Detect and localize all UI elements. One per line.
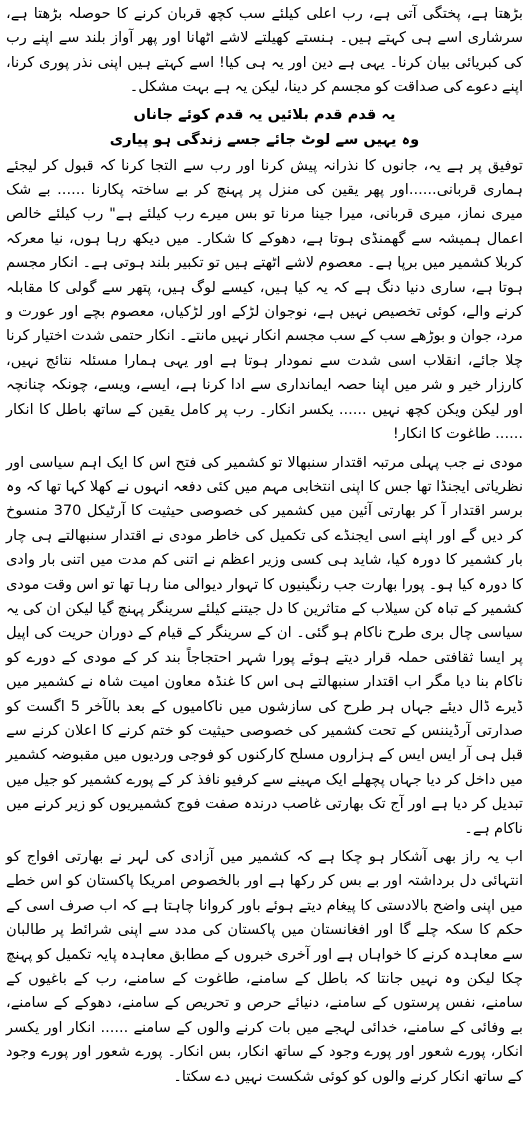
verse-line-2: وہ یہیں سے لوٹ جائے جسے زندگی ہو پیاری	[109, 130, 420, 148]
paragraph-2: مودی نے جب پہلی مرتبہ اقتدار سنبھالا تو کشمیر کی فتح اس کا ایک اہم سیاسی اور نظریاتی ایجنڈا تھا جس کا اپنی انتخابی مہم میں کئی دفعہ انہوں نے کھلا کہا تھا کہ وہ برسر اقتدار آ کر بھارتی آئین میں کشمیر کی خصوصی حیثیت کا آرٹیکل 370 منسوخ کر دیں گے اور اپنے اسی ایجنڈے کی تکمیل کی خاطر مودی نے اقتدار سنبھالتے ہی چار بار کشمیر کا دورہ کیا، شاید ہی کسی وزیر اعظم نے اتنی کم مدت میں اتنی بار وادی کا دورہ کیا ہو۔ پورا بھارت جب رنگینیوں کا تہوار دیوالی منا رہا تھا تو اس وقت مودی کشمیر کے تباہ کن سیلاب کے متاثرین کا دل جیتنے کیلئے سرینگر پہنچ گیا لیکن ان کی یہ سیاسی چال بری طرح ناکام ہو گئی۔ ان کے سرینگر کے قیام کے دوران حریت کی اپیل پر ایسا ثقافتی حملہ قرار دیتے ہوئے پورا شہر احتجاجاً بند کر کے مودی کے دورے کو ناکام بنا دیا مگر اب اقتدار سنبھالتے ہی اس کا غنڈہ معاون امیت شاہ نے کشمیر میں ڈیرے ڈال دیئے جہاں ہر طرح کی سازشوں میں ناکامیوں کے بعد بالآخر 5 اگست کو صدارتی آرڈیننس کے تحت کشمیر کی خصوصی حیثیت کو ختم کرنے کا اعلان کرنے سے قبل ہی آر ایس ایس کے ہزاروں مسلح کارکنوں کو فوجی وردیوں میں مقبوضہ کشمیر میں داخل کر دیا جہاں پچھلے ایک مہینے سے کرفیو نافذ کر کے پورے کشمیر کو جیل میں تبدیل کر دیا ہے اور آج تک بھارتی غاصب درندہ صفت فوج کشمیریوں کو زیر کرنے میں ناکام ہے۔	[6, 453, 523, 837]
verse-line-1: یہ قدم قدم بلائیں یہ قدم کوئے جاناں	[133, 105, 396, 123]
paragraph-3: اب یہ راز بھی آشکار ہو چکا ہے کہ کشمیر میں آزادی کی لہر نے بھارتی افواج کو انتہائی دل برداشتہ اور بے بس کر رکھا ہے اور بالخصوص امریکا پاکستان کو اس خطے میں اپنی واضح بالادستی کا پیغام دیتے ہوئے باور کروانا چاہتا ہے کہ اب صرف اسی کے حکم کا سکہ چلے گا اور افغانستان میں پاکستان کی مدد سے اپنی شرائط پر طالبان سے معاہدہ کرنے کا خواہاں ہے اور آخری خبروں کے مطابق معاہدہ پایہ تکمیل کو پہنچ چکا لیکن وہ نہیں جانتا کہ باطل کے سامنے، طاغوت کے سامنے، رب کے باغیوں کے سامنے، نفس پرستوں کے سامنے، دنیائے حرص و تحریص کے سامنے، دھوکے کے سامنے، بے وفائی کے سامنے، خدائی لہجے میں بات کرنے والوں کے سامنے ...... انکار اور یکسر انکار، پورے شعور اور پورے وجود کے ساتھ انکار، بس انکار۔ پورے شعور اور پورے وجود کے ساتھ انکار کرنے والوں کو کوئی شکست نہیں دے سکتا۔	[6, 848, 523, 1085]
paragraph-1: توفیق پر ہے یہ، جانوں کا نذرانہ پیش کرنا اور رب سے التجا کرنا کہ قبول کر لیجئے ہماری قربانی......اور پھر یقین کی منزل پر پہنچ کر بے ساختہ پکارنا ...... بے شک میری نماز، میری قربانی، میرا جینا مرنا تو بس میرے رب کیلئے ہے" رب کیلئے خالص اعمال ہمیشہ سے گھمنڈی ہوتا ہے، دھوکے کا شکار۔ میں دیکھ رہا ہوں، نیا معرکہ کربلا کشمیر میں برپا ہے۔ معصوم لاشے اٹھتے ہیں تو تکبیر بلند ہوتی ہے۔ انکار مجسم ہوتا ہے، ساری دنیا دنگ ہے کہ یہ کیا ہیں، کیسے لوگ ہیں، پتھر سے گولی کا مقابلہ کرنے والے، کوئی تخصیص نہیں ہے، نوجوان لڑکے اور لڑکیاں، معصوم بچے اور عورت و مرد، جوان و بوڑھے سب کے سب مجسم انکار نہیں مانتے۔ انکار حتمی شدت اختیار کرنا چلا جائے، انقلاب اسی شدت سے نمودار ہوتا ہے اور یہی ہمارا مسئلہ نتائج نہیں، کارزار خیر و شر میں اپنا حصہ ایمانداری سے ادا کرنا ہے، ایسے، ویسے، چونکہ چنانچہ اور لیکن ویکن کچھ نہیں ...... یکسر انکار۔ رب پر کامل یقین کے ساتھ باطل کا انکار ...... طاغوت کا انکار!	[6, 156, 523, 443]
intro-paragraph: بڑھتا ہے، پختگی آتی ہے، رب اعلی کیلئے سب کچھ قربان کرنے کا حوصلہ بڑھتا ہے، سرشاری اسے ہی کہتے ہیں۔ ہنستے کھیلتے لاشے اٹھانا اور پھر آواز بلند سے اپنے رب کی کبریائی بیان کرنا۔ یہی ہے دین اور یہ ہی کیا! اسے کہتے ہیں اپنی نذر پوری کرنا، اپنے دعوے کی صداقت کو مجسم کر دینا، لیکن یہ ہے بہت مشکل۔	[6, 5, 523, 96]
poem-couplet	[6, 102, 523, 152]
